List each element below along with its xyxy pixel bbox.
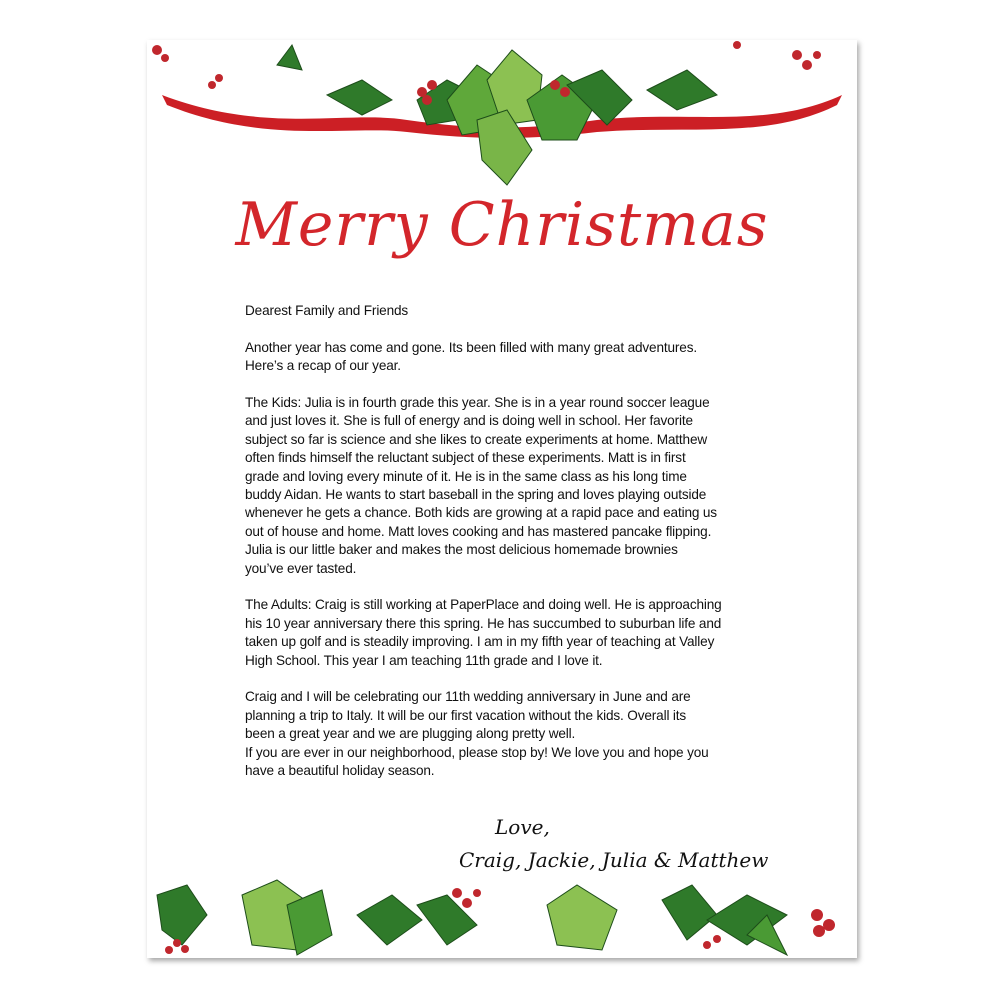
text-line: whenever he gets a chance. Both kids are growing at a rapid pace and eating us	[245, 505, 717, 521]
text-line: often finds himself the reluctant subject of these experiments. Matt is in first	[245, 450, 686, 466]
closing: Love,	[495, 815, 550, 839]
text-line: you’ve ever tasted.	[245, 560, 357, 576]
paragraph-kids	[245, 394, 722, 578]
holly-ribbon-header-decoration	[147, 40, 857, 190]
text-line: Another year has come and gone. Its been filled with many great adventures.	[245, 339, 697, 355]
text-line: Craig and I will be celebrating our 11th wedding anniversary in June and are	[245, 689, 691, 705]
text-line: planning a trip to Italy. It will be our first vacation without the kids. Overall its	[245, 707, 687, 723]
text-line: grade and loving every minute of it. He is in the same class as his long time	[245, 468, 687, 484]
greeting-text: Dearest Family and Friends	[245, 303, 409, 318]
paragraph-closing	[245, 688, 722, 780]
text-line: out of house and home. Matt loves cooking and has mastered pancake flipping.	[245, 523, 712, 539]
text-line: and just loves it. She is full of energy and is doing well in school. Her favorite	[245, 413, 693, 429]
text-line: been a great year and we are plugging along pretty well.	[245, 726, 576, 742]
text-line: have a beautiful holiday season.	[245, 763, 435, 779]
text-line: buddy Aidan. He wants to start baseball in the spring and loves playing outside	[245, 487, 707, 503]
text-line: High School. This year I am teaching 11th grade and I love it.	[245, 652, 603, 668]
letter-body	[245, 302, 722, 799]
letter-page	[147, 40, 857, 958]
text-line: subject so far is science and she likes to create experiments at home. Matthew	[245, 431, 708, 447]
text-line: If you are ever in our neighborhood, please stop by! We love you and hope you	[245, 744, 709, 760]
paragraph-adults	[245, 596, 722, 670]
text-line: The Adults: Craig is still working at PaperPlace and doing well. He is approaching	[245, 597, 722, 613]
text-line: Here’s a recap of our year.	[245, 358, 401, 374]
text-line: his 10 year anniversary there this spring. He has succumbed to suburban life and	[245, 615, 722, 631]
text-line: The Kids: Julia is in fourth grade this year. She is in a year round soccer league	[245, 395, 710, 410]
text-line: taken up golf and is steadily improving. I am in my fifth year of teaching at Valley	[245, 634, 715, 650]
holly-footer-decoration	[147, 875, 857, 958]
greeting	[245, 302, 722, 320]
signature: Craig, Jackie, Julia & Matthew	[459, 848, 769, 872]
paragraph-intro	[245, 339, 722, 376]
letter-title: Merry Christmas	[235, 190, 769, 260]
text-line: Julia is our little baker and makes the most delicious homemade brownies	[245, 542, 678, 558]
